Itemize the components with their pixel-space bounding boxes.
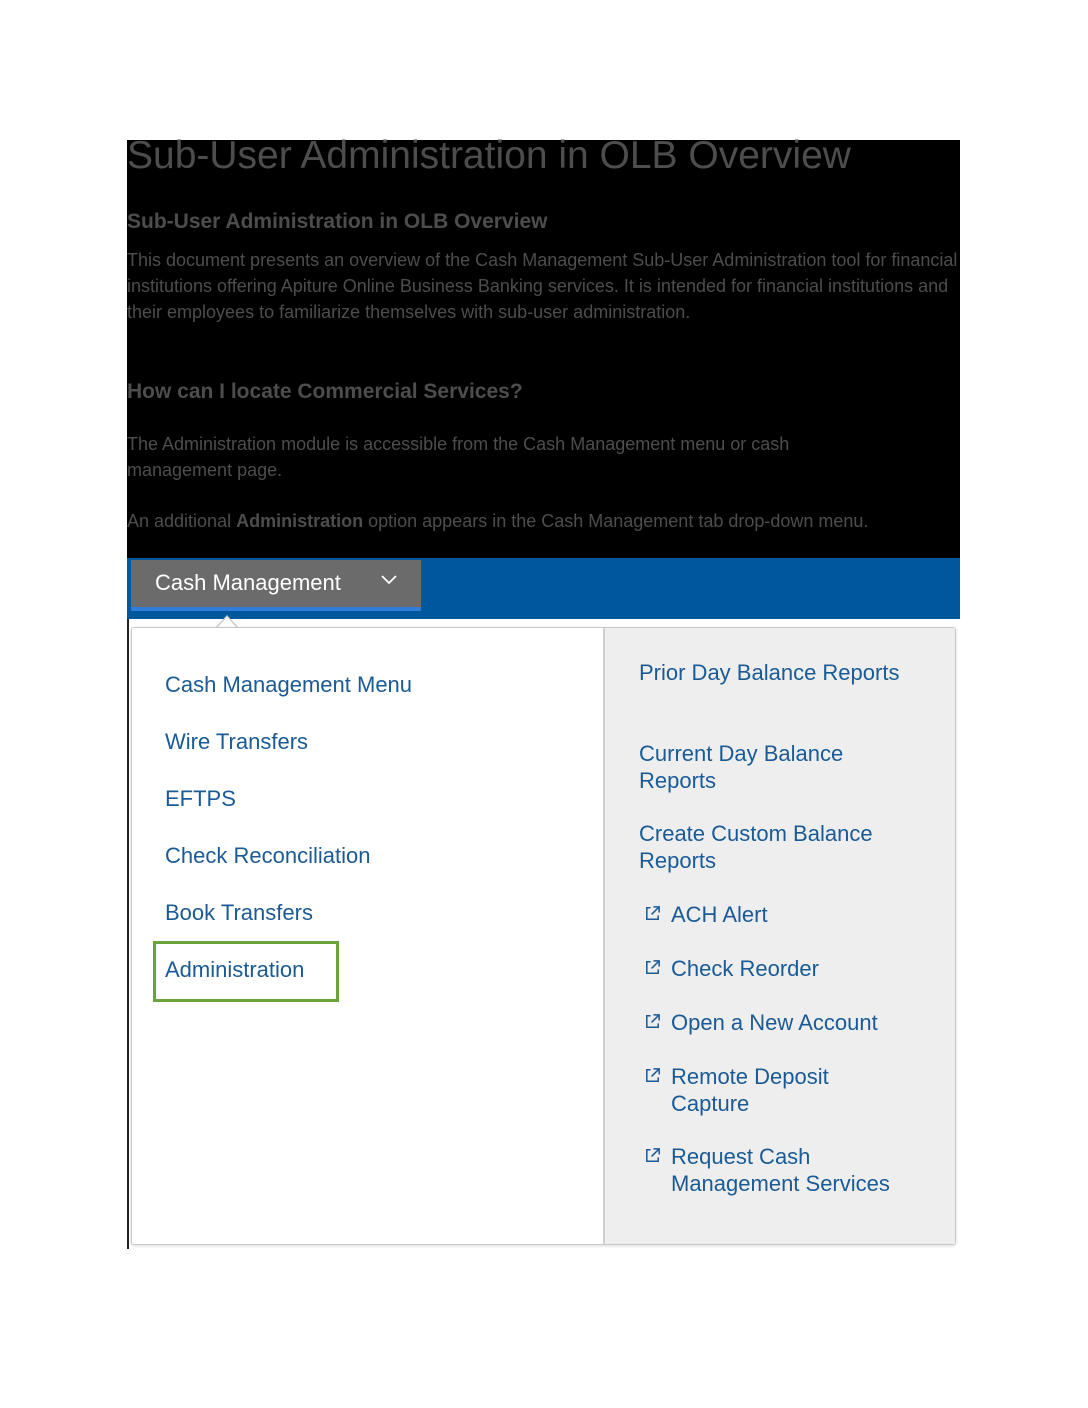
menu-item-cash-management-menu[interactable]: Cash Management Menu bbox=[165, 672, 413, 697]
external-link-icon bbox=[643, 958, 662, 977]
menu-item-prior-day-balance-reports[interactable]: Prior Day Balance Reports bbox=[639, 660, 900, 685]
option-text-bold: Administration bbox=[236, 511, 364, 531]
access-paragraph: The Administration module is accessible from the Cash Management menu or cash management page. bbox=[127, 434, 790, 480]
menu-item-book-transfers[interactable]: Book Transfers bbox=[165, 900, 313, 925]
menu-item-request-cash-management-services[interactable] bbox=[643, 1143, 943, 1197]
option-text-suffix: option appears in the Cash Management tab drop-down menu. bbox=[363, 511, 869, 531]
remote-deposit-capture-label: Remote Deposit Capture bbox=[671, 1064, 829, 1116]
menu-item-check-reorder[interactable] bbox=[643, 955, 933, 982]
option-paragraph bbox=[127, 508, 960, 534]
menu-item-remote-deposit-capture[interactable] bbox=[643, 1063, 893, 1117]
menu-item-eftps[interactable]: EFTPS bbox=[165, 786, 236, 811]
menu-item-create-custom-balance-reports[interactable]: Create Custom Balance Reports bbox=[639, 821, 873, 873]
menu-item-check-reconciliation[interactable]: Check Reconciliation bbox=[165, 843, 371, 868]
section-heading: Sub-User Administration in OLB Overview bbox=[127, 210, 548, 233]
request-cash-management-services-label: Request Cash Management Services bbox=[671, 1144, 890, 1196]
menu-item-wire-transfers[interactable]: Wire Transfers bbox=[165, 729, 309, 754]
page-title: Sub-User Administration in OLB Overview bbox=[127, 134, 851, 177]
ach-alert-label: ACH Alert bbox=[671, 902, 768, 927]
chevron-down-icon bbox=[379, 570, 399, 590]
document-header bbox=[127, 134, 960, 558]
menu-item-open-a-new-account[interactable] bbox=[643, 1009, 933, 1036]
cash-management-dropdown bbox=[131, 627, 956, 1245]
question-heading: How can I locate Commercial Services? bbox=[127, 380, 523, 403]
external-link-icon bbox=[643, 1012, 662, 1031]
cash-management-tab[interactable] bbox=[131, 560, 421, 611]
menu-item-administration[interactable]: Administration bbox=[165, 957, 305, 982]
check-reorder-label: Check Reorder bbox=[671, 956, 819, 981]
background-page-edge bbox=[127, 619, 129, 1249]
external-link-icon bbox=[643, 1146, 662, 1165]
nav-bar bbox=[127, 558, 960, 619]
menu-item-current-day-balance-reports[interactable]: Current Day Balance Reports bbox=[639, 741, 844, 793]
cash-management-tab-label: Cash Management bbox=[155, 570, 341, 595]
menu-item-ach-alert[interactable] bbox=[643, 901, 933, 928]
intro-paragraph: This document presents an overview of the Cash Management Sub-User Administration tool for financial institutions offering Apiture Online Business Banking services. It is intended for financial institutions and their employees to familiarize themselves with sub-user administration. bbox=[127, 250, 958, 322]
open-a-new-account-label: Open a New Account bbox=[671, 1010, 878, 1035]
option-text-prefix: An additional bbox=[127, 511, 237, 531]
dropdown-right-column bbox=[603, 628, 955, 1244]
external-link-icon bbox=[643, 1066, 662, 1085]
external-link-icon bbox=[643, 904, 662, 923]
